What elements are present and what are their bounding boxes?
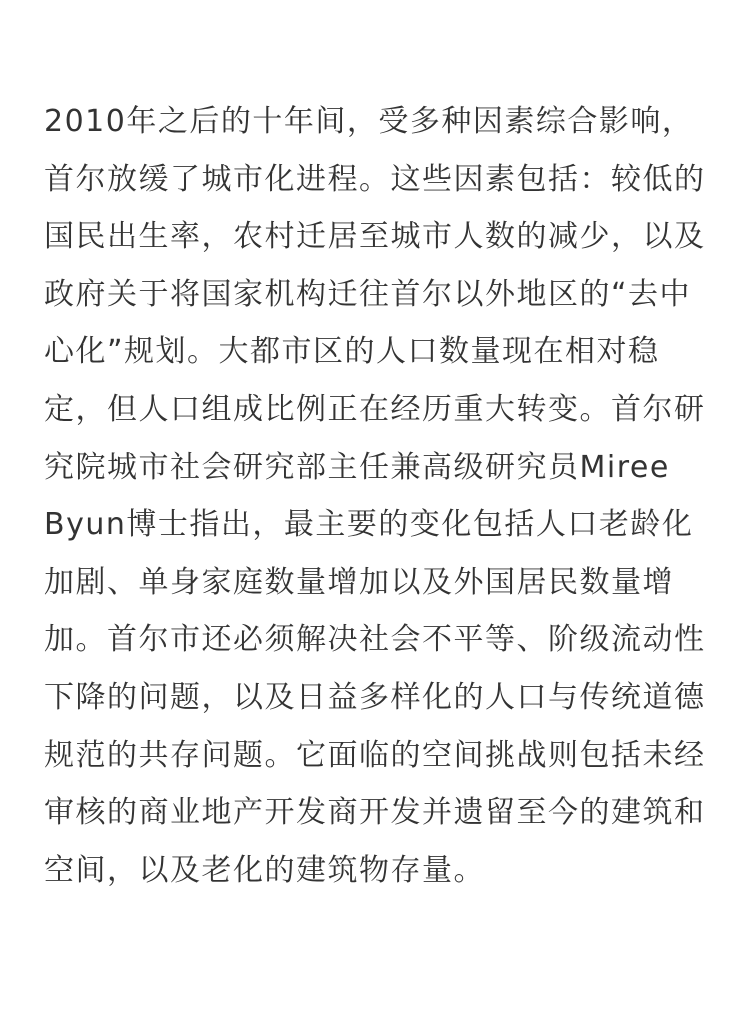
paragraph-line-3: 国民出生率，农村迁居至城市人数的减少，以及 — [44, 219, 706, 255]
paragraph-line-8: Byun博士指出，最主要的变化包括人口老龄化 — [44, 507, 694, 543]
paragraph-line-7: 究院城市社会研究部主任兼高级研究员Miree — [44, 449, 670, 485]
paragraph-line-11: 下降的问题，以及日益多样化的人口与传统道德 — [44, 679, 706, 715]
paragraph-line-13: 审核的商业地产开发商开发并遗留至今的建筑和 — [44, 795, 706, 831]
paragraph-line-6: 定，但人口组成比例正在经历重大转变。首尔研 — [44, 391, 706, 427]
paragraph-line-5: 心化”规划。大都市区的人口数量现在相对稳 — [44, 334, 660, 370]
paragraph-line-2: 首尔放缓了城市化进程。这些因素包括：较低的 — [44, 161, 706, 197]
paragraph-line-12: 规范的共存问题。它面临的空间挑战则包括未经 — [44, 737, 706, 773]
article-body — [44, 93, 706, 899]
paragraph-line-4: 政府关于将国家机构迁往首尔以外地区的“去中 — [44, 276, 692, 312]
paragraph-line-14: 空间，以及老化的建筑物存量。 — [44, 852, 485, 888]
paragraph-line-9: 加剧、单身家庭数量增加以及外国居民数量增 — [44, 564, 674, 600]
paragraph-line-10: 加。首尔市还必须解决社会不平等、阶级流动性 — [44, 622, 706, 658]
paragraph-line-1: 2010年之后的十年间，受多种因素综合影响， — [44, 104, 694, 139]
